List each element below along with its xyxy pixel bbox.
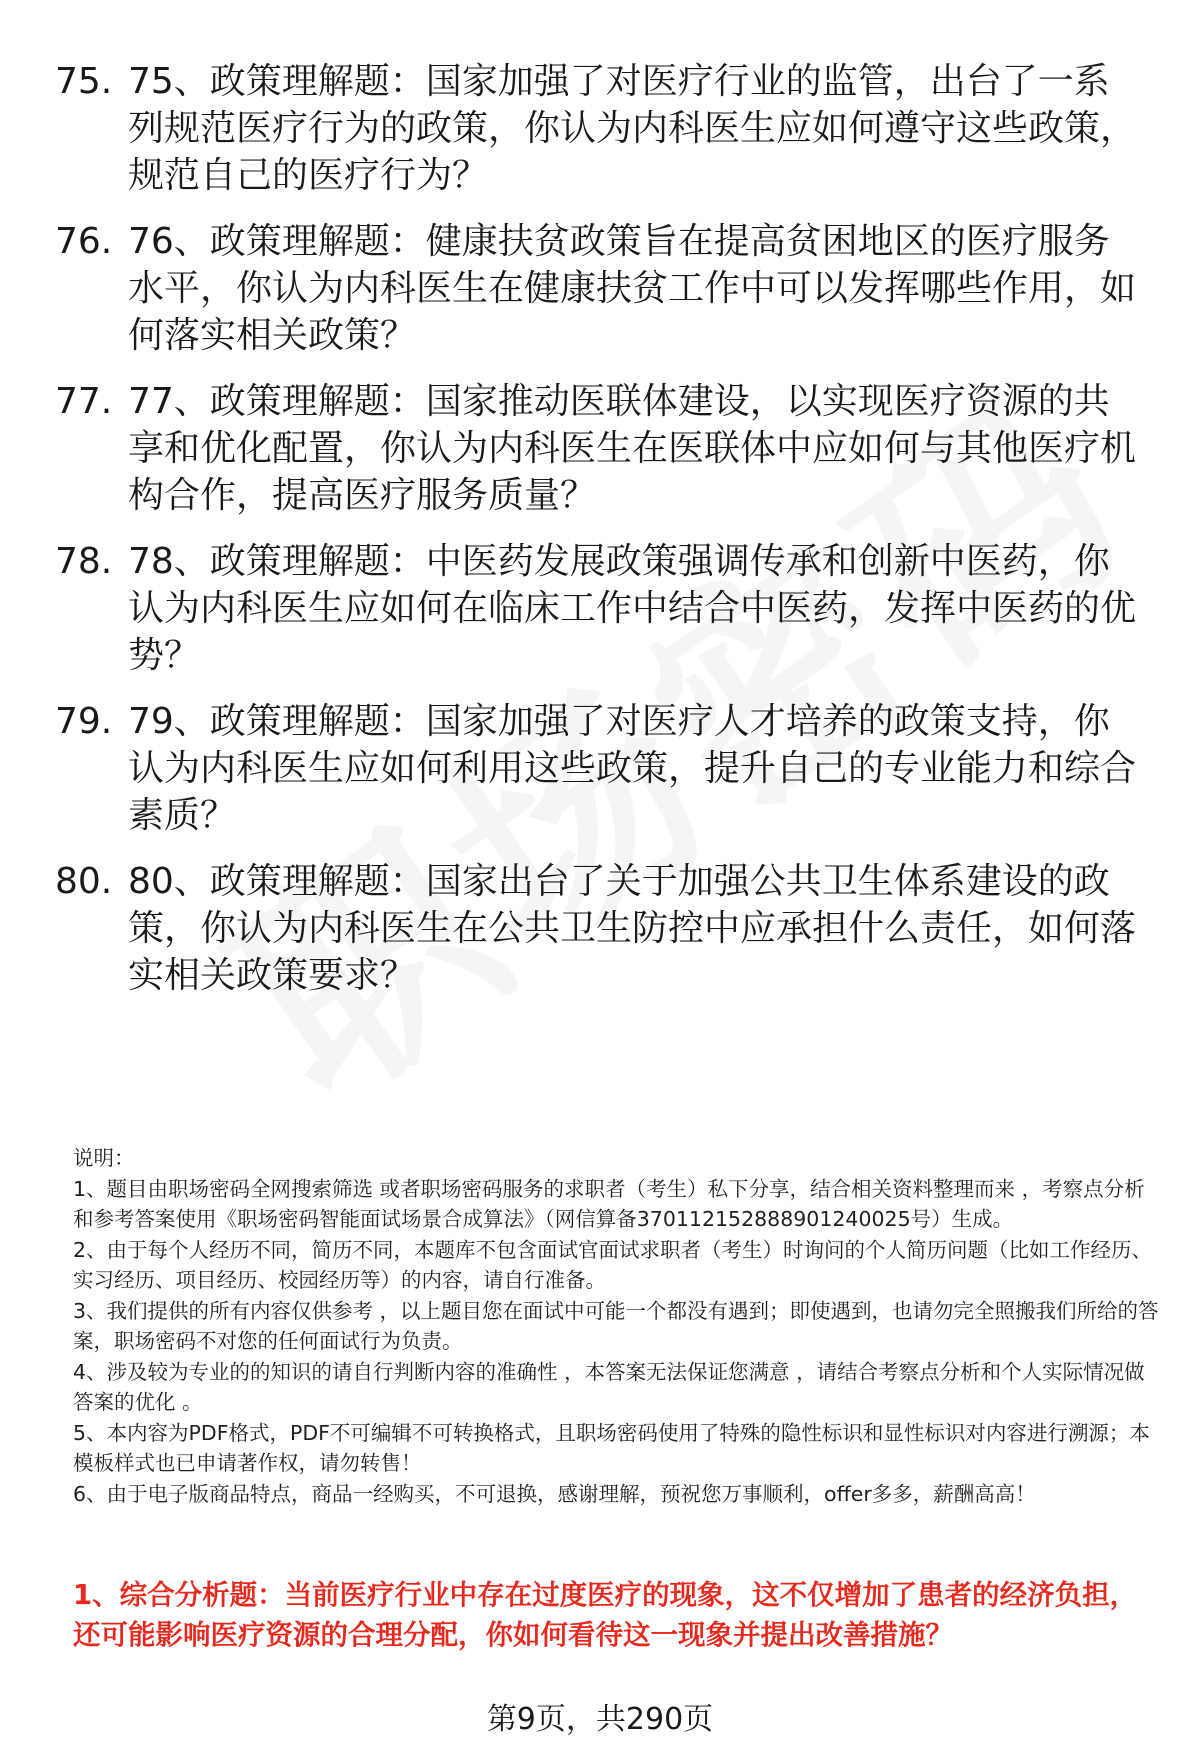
question-number: 77.: [55, 381, 113, 422]
note-item: 4、涉及较为专业的的知识的请自行判断内容的准确性 ，本答案无法保证您满意 ，请结合考察点分析和个人实际情况做答案的优化 。: [73, 1359, 1145, 1414]
question-text: 76、政策理解题：健康扶贫政策旨在提高贫困地区的医疗服务水平，你认为内科医生在健康扶贫工作中可以发挥哪些作用，如何落实相关政策？: [128, 221, 1137, 356]
question-item: [55, 538, 1145, 679]
question-item: [55, 58, 1145, 199]
question-item: [55, 698, 1145, 839]
question-number: 80.: [55, 861, 113, 902]
notes-section: [73, 1143, 1163, 1509]
question-text: 75、政策理解题：国家加强了对医疗行业的监管，出台了一系列规范医疗行为的政策，你认为内科医生应如何遵守这些政策，规范自己的医疗行为？: [128, 61, 1137, 196]
note-item: 3、我们提供的所有内容仅供参考 ，以上题目您在面试中可能一个都没有遇到；即使遇到，也请勿完全照搬我们所给的答案，职场密码不对您的任何面试行为负责。: [73, 1298, 1159, 1353]
question-number: 79.: [55, 701, 113, 742]
question-number: 76.: [55, 221, 113, 262]
question-item: [55, 378, 1145, 519]
question-item: [55, 218, 1145, 359]
question-number: 78.: [55, 541, 113, 582]
question-text: 80、政策理解题：国家出台了关于加强公共卫生体系建设的政策，你认为内科医生在公共卫生防控中应承担什么责任，如何落实相关政策要求？: [128, 861, 1137, 996]
question-text: 79、政策理解题：国家加强了对医疗人才培养的政策支持，你认为内科医生应如何利用这些政策，提升自己的专业能力和综合素质？: [128, 701, 1137, 836]
note-item: 5、本内容为PDF格式，PDF不可编辑不可转换格式，且职场密码使用了特殊的隐性标识和显性标识对内容进行溯源；本模板样式也已申请著作权，请勿转售！: [73, 1420, 1150, 1475]
question-item: [55, 858, 1145, 999]
highlighted-question: 1、综合分析题：当前医疗行业中存在过度医疗的现象，这不仅增加了患者的经济负担，还可能影响医疗资源的合理分配，你如何看待这一现象并提出改善措施？: [73, 1579, 1138, 1651]
note-item: 1、题目由职场密码全网搜索筛选 或者职场密码服务的求职者（考生）私下分享，结合相关资料整理而来 ，考察点分析和参考答案使用《职场密码智能面试场景合成算法》（网信算备370112152888901240025号）生成。: [73, 1176, 1145, 1231]
question-number: 75.: [55, 61, 113, 102]
notes-heading: 说明：: [73, 1146, 135, 1170]
question-text: 77、政策理解题：国家推动医联体建设，以实现医疗资源的共享和优化配置，你认为内科医生在医联体中应如何与其他医疗机构合作，提高医疗服务质量？: [128, 381, 1137, 516]
note-item: 2、由于每个人经历不同，简历不同，本题库不包含面试官面试求职者（考生）时询问的个人简历问题（比如工作经历、实习经历、项目经历、校园经历等）的内容，请自行准备。: [73, 1237, 1153, 1292]
page-counter: 第9页，共290页: [486, 1702, 714, 1737]
question-text: 78、政策理解题：中医药发展政策强调传承和创新中医药，你认为内科医生应如何在临床工作中结合中医药，发挥中医药的优势？: [128, 541, 1137, 676]
note-item: 6、由于电子版商品特点，商品一经购买，不可退换，感谢理解，预祝您万事顺利，offer多多，薪酬高高！: [73, 1481, 1036, 1506]
